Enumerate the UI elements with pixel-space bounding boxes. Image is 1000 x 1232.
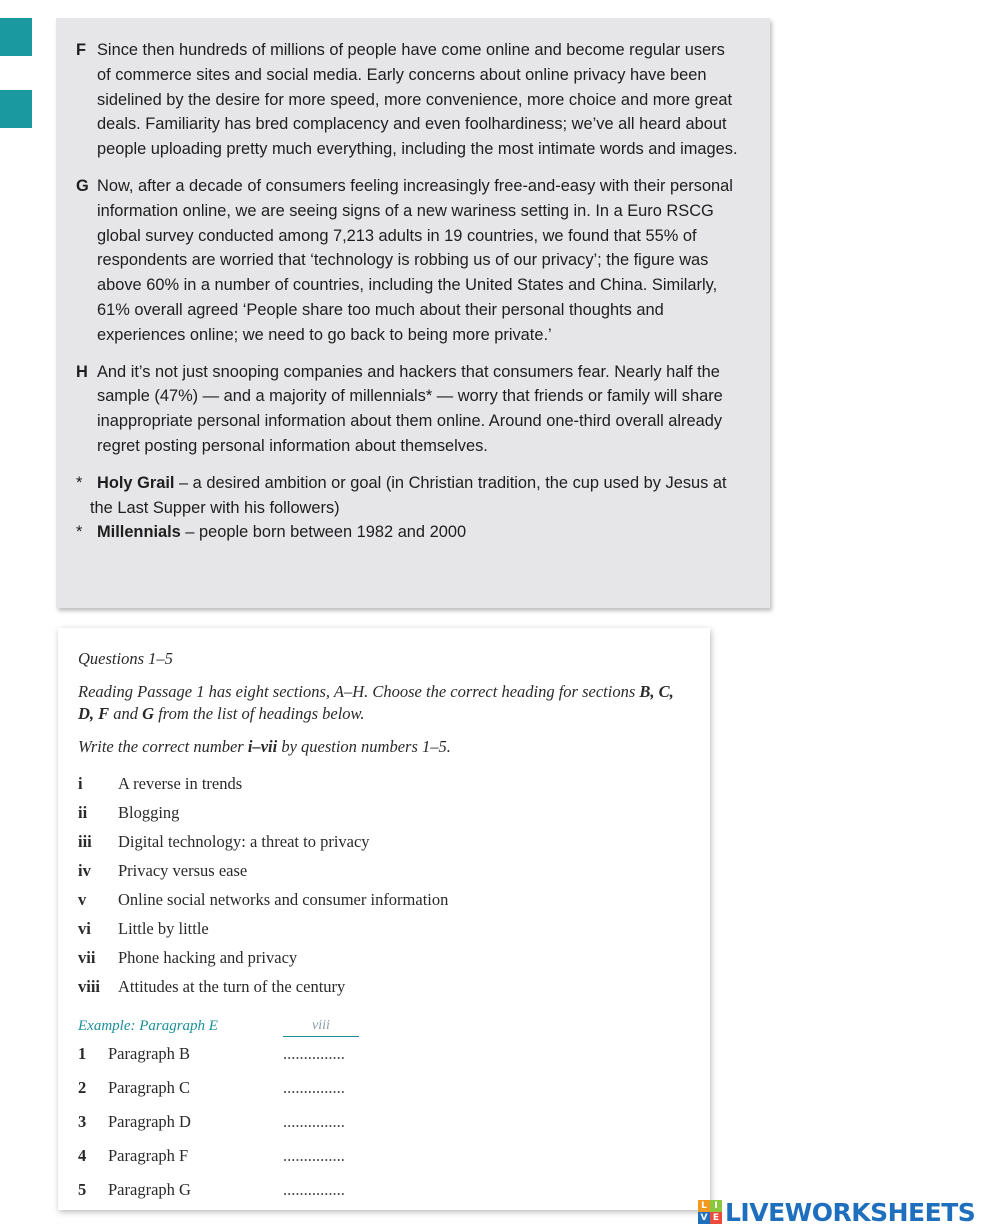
instruction-choose-heading: [78, 681, 690, 725]
instruction-text: Reading Passage 1 has eight sections, A–H. Choose the correct heading for sections: [78, 682, 640, 701]
answer-row: [78, 1105, 690, 1139]
heading-text: Phone hacking and privacy: [118, 948, 298, 967]
answer-label: Paragraph G: [108, 1180, 191, 1199]
question-number: 5: [78, 1180, 87, 1199]
paragraph-g: [76, 174, 740, 348]
example-answer: viii: [283, 1015, 359, 1037]
questions-panel: [58, 628, 710, 1210]
footnote-definition: – a desired ambition or goal (in Christian tradition, the cup used by Jesus at the Last Supper with his followers): [90, 473, 727, 517]
example-label: Example: Paragraph E: [78, 1018, 218, 1034]
instruction-emphasis: G: [142, 704, 155, 723]
paragraph-letter: F: [76, 41, 87, 59]
heading-item: [78, 943, 690, 972]
liveworksheets-brand: [698, 1196, 998, 1228]
instruction-text: Write the correct number: [78, 737, 248, 756]
heading-text: Attitudes at the turn of the century: [118, 977, 346, 996]
heading-number: v: [78, 890, 87, 909]
example-row: [78, 1015, 690, 1037]
answer-row: [78, 1139, 690, 1173]
heading-number: ii: [78, 803, 88, 822]
heading-text: Online social networks and consumer information: [118, 890, 449, 909]
paragraph-letter: H: [76, 362, 88, 381]
heading-number: iii: [78, 832, 92, 851]
answer-row: [78, 1173, 690, 1207]
question-number: 3: [78, 1112, 87, 1131]
instruction-text: and: [109, 704, 143, 723]
question-number: 1: [78, 1044, 87, 1063]
reading-passage: [56, 18, 770, 608]
answer-blank-field[interactable]: ...............: [283, 1078, 345, 1097]
footnote-term: Millennials: [97, 523, 181, 542]
paragraph-text: Since then hundreds of millions of people have come online and become regular users of commerce sites and social media. Early concerns about online privacy have been sidelined by the desire for more speed, more convenience, more choice and more great deals. Familiarity has bred complacency and even foolhardiness; we’ve all heard about people uploading pretty much everything, including the most intimate words and images.: [97, 41, 738, 159]
question-number: 2: [78, 1078, 87, 1097]
answer-blank-field[interactable]: ...............: [283, 1146, 345, 1165]
footnote-millennials: [76, 520, 740, 545]
heading-text: Digital technology: a threat to privacy: [118, 832, 370, 851]
logo-letter: E: [710, 1212, 722, 1224]
heading-item: [78, 972, 690, 1001]
paragraph-text: Now, after a decade of consumers feeling increasingly free-and-easy with their personal information online, we are seeing signs of a new wariness setting in. In a Euro RSCG global survey conducted among 7,213 adults in 19 countries, we found that 55% of respondents are worried that ‘technology is robbing us of our privacy’; the figure was above 60% in a number of countries, including the United States and China. Similarly, 61% overall agreed ‘People share too much about their personal thoughts and experiences online; we need to go back to being more private.’: [97, 176, 733, 344]
question-number: 4: [78, 1146, 87, 1165]
heading-number: viii: [78, 977, 101, 996]
heading-item: [78, 885, 690, 914]
footnote-definition: – people born between 1982 and 2000: [180, 523, 467, 542]
answer-label: Paragraph D: [108, 1112, 191, 1131]
questions-title: Questions 1–5: [78, 649, 173, 668]
footnote-star: *: [76, 473, 83, 492]
answer-blank-field[interactable]: ...............: [283, 1180, 345, 1199]
liveworksheets-wordmark: LIVEWORKSHEETS: [725, 1197, 976, 1227]
instruction-text: from the list of headings below.: [154, 704, 365, 723]
instruction-text: by question numbers 1–5.: [277, 737, 451, 756]
paragraph-h: [76, 360, 740, 459]
footnote-star: *: [76, 523, 83, 542]
answer-label: Paragraph C: [108, 1078, 191, 1097]
instruction-emphasis: i–vii: [247, 737, 278, 756]
heading-item: [78, 914, 690, 943]
footnote-term: Holy Grail: [97, 473, 175, 492]
logo-letter: I: [710, 1200, 722, 1212]
footnote-holy-grail: [76, 471, 740, 521]
section-tab-marker: [0, 18, 32, 56]
heading-number: vii: [78, 948, 96, 967]
headings-list: [78, 769, 690, 1001]
section-tab-marker: [0, 90, 32, 128]
answer-row: [78, 1037, 690, 1071]
instruction-write-number: [78, 736, 690, 758]
answer-row: [78, 1071, 690, 1105]
answer-label: Paragraph F: [108, 1146, 189, 1165]
paragraph-text: And it’s not just snooping companies and hackers that consumers fear. Nearly half the sample (47%) — and a majority of millennials* — worry that friends or family will share inappropriate personal information about them online. Around one-third overall already regret posting personal information about themselves.: [97, 362, 723, 455]
logo-letter: V: [698, 1212, 710, 1224]
paragraph-letter: G: [76, 176, 89, 195]
heading-text: Blogging: [118, 803, 180, 822]
logo-letter: L: [698, 1200, 710, 1212]
heading-item: [78, 827, 690, 856]
answer-list: [78, 1037, 690, 1207]
instruction-emphasis: B, C, D, F: [78, 682, 674, 723]
heading-item: [78, 798, 690, 827]
heading-number: i: [78, 774, 83, 793]
heading-item: [78, 769, 690, 798]
answer-label: Paragraph B: [108, 1044, 191, 1063]
heading-text: Little by little: [118, 919, 209, 938]
answer-blank-field[interactable]: ...............: [283, 1112, 345, 1131]
paragraph-f: [76, 38, 740, 162]
liveworksheets-logo-icon: [698, 1200, 722, 1224]
answer-blank-field[interactable]: ...............: [283, 1044, 345, 1063]
heading-number: iv: [78, 861, 91, 880]
heading-text: Privacy versus ease: [118, 861, 248, 880]
heading-number: vi: [78, 919, 91, 938]
heading-item: [78, 856, 690, 885]
heading-text: A reverse in trends: [118, 774, 243, 793]
